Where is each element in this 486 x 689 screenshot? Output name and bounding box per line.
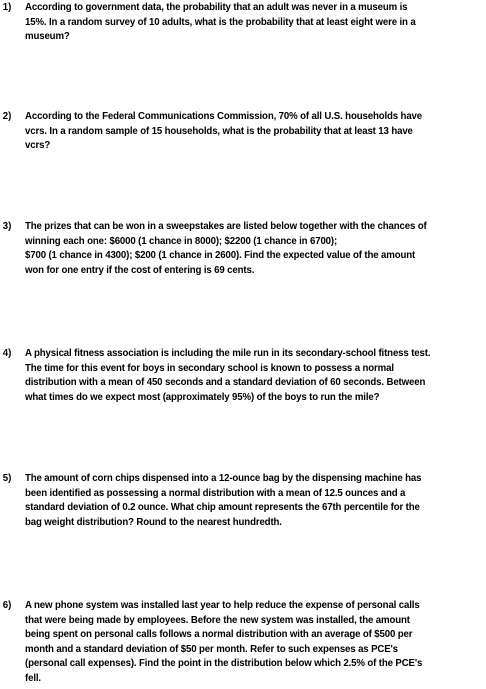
problem-number: 2) (2, 110, 12, 122)
problem-line: what times do we expect most (approximately 95%) of the boys to run the mile? (25, 390, 380, 403)
problem-line: 15%. In a random survey of 10 adults, what is the probability that at least eight were in a (25, 15, 416, 28)
problem-text (25, 0, 445, 44)
problem-line: bag weight distribution? Round to the nearest hundredth. (25, 515, 282, 528)
problem-1 (0, 0, 486, 44)
problem-5 (0, 471, 486, 529)
problem-6 (0, 598, 486, 686)
problem-text (25, 346, 445, 404)
problem-number: 4) (2, 347, 12, 359)
problem-text (25, 598, 445, 686)
problem-2 (0, 109, 486, 153)
problem-text (25, 109, 445, 153)
problem-number: 6) (2, 599, 12, 611)
problem-line: been identified as possessing a normal distribution with a mean of 12.5 ounces and a (25, 486, 406, 499)
problem-number: 5) (2, 472, 12, 484)
problem-line: that were being made by employees. Before the new system was installed, the amount (25, 613, 410, 626)
problem-line: distribution with a mean of 450 seconds and a standard deviation of 60 seconds. Between (25, 376, 426, 389)
problem-line: $700 (1 chance in 4300); $200 (1 chance in 2600). Find the expected value of the amount (25, 249, 416, 262)
problem-line: fell. (25, 671, 41, 684)
problem-number: 3) (2, 220, 12, 232)
problem-line: The amount of corn chips dispensed into a 12-ounce bag by the dispensing machine has (25, 472, 422, 484)
problem-line: vcrs? (25, 139, 51, 152)
problem-line: The time for this event for boys in secondary school is known to possess a normal (25, 361, 394, 374)
problem-text (25, 471, 445, 529)
problem-line: vcrs. In a random sample of 15 households, what is the probability that at least 13 have (25, 124, 413, 137)
problem-text (25, 219, 445, 277)
problem-4 (0, 346, 486, 404)
problem-line: A physical fitness association is including the mile run in its secondary-school fitness test. (25, 347, 431, 359)
problem-line: (personal call expenses). Find the point in the distribution below which 2.5% of the PCE's (25, 657, 423, 670)
problem-line: month and a standard deviation of $50 per month. Refer to such expenses as PCE's (25, 642, 398, 655)
problem-line: A new phone system was installed last year to help reduce the expense of personal calls (25, 599, 420, 611)
problem-line: According to the Federal Communications Commission, 70% of all U.S. households have (25, 110, 423, 122)
problem-line: winning each one: $6000 (1 chance in 8000); $2200 (1 chance in 6700); (25, 234, 338, 247)
problem-line: won for one entry if the cost of entering is 69 cents. (25, 263, 255, 276)
problem-3 (0, 219, 486, 277)
problem-line: being spent on personal calls follows a normal distribution with an average of $500 per (25, 628, 413, 641)
problem-number: 1) (2, 1, 12, 13)
problem-line: According to government data, the probability that an adult was never in a museum is (25, 1, 408, 13)
problem-line: museum? (25, 30, 70, 43)
problem-line: The prizes that can be won in a sweepstakes are listed below together with the chances of (25, 220, 427, 232)
problem-line: standard deviation of 0.2 ounce. What chip amount represents the 67th percentile for the (25, 501, 420, 514)
